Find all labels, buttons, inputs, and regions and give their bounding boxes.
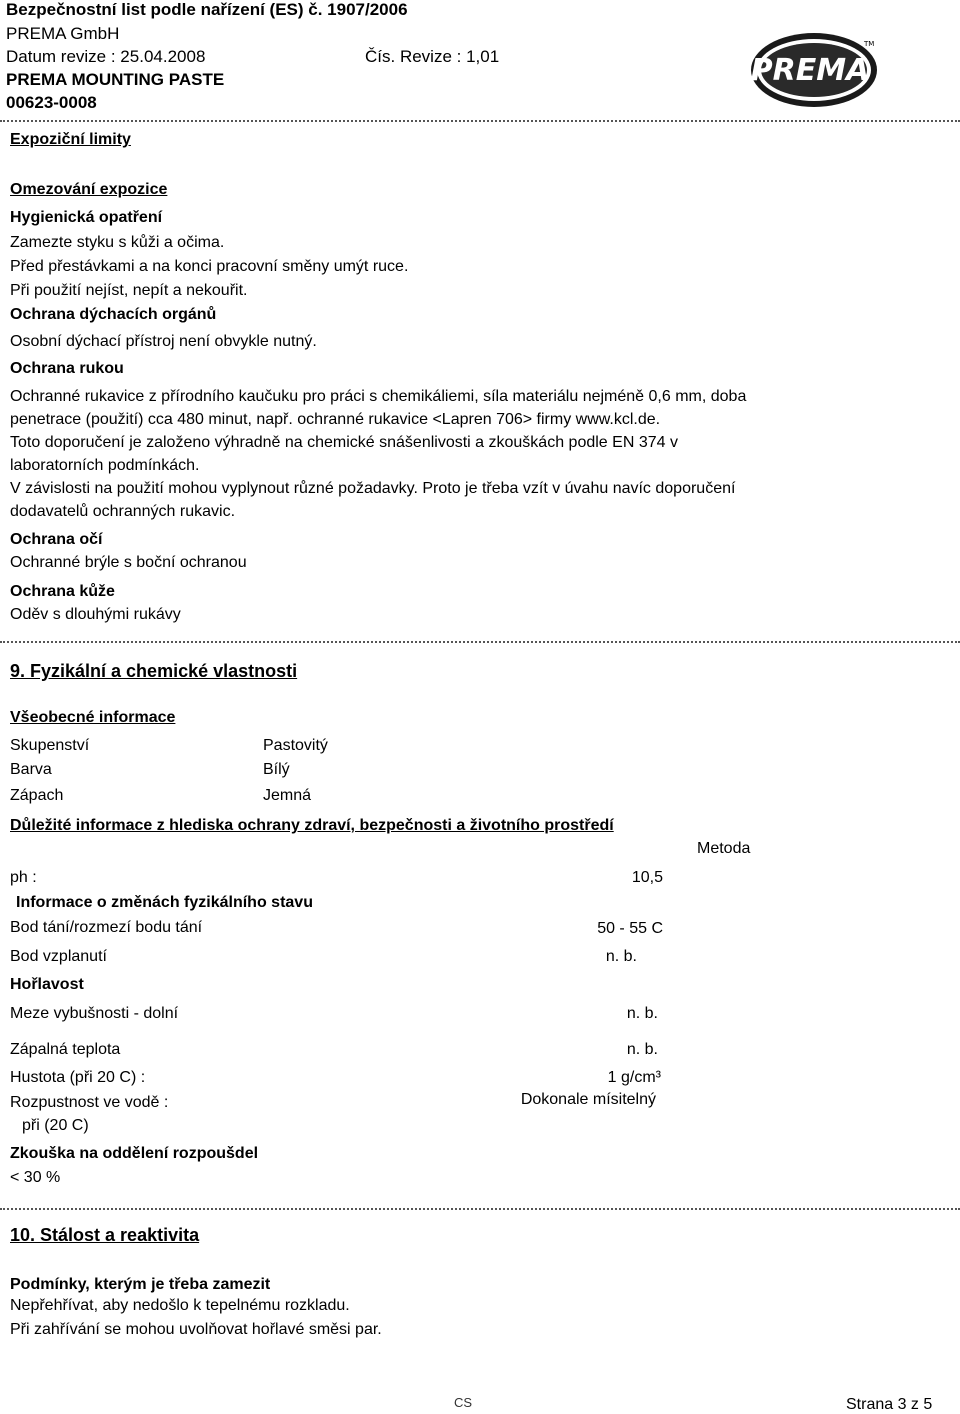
ignition-temp-value: n. b. xyxy=(626,1041,658,1058)
hands-heading: Ochrana rukou xyxy=(10,360,124,377)
important-info-heading: Důležité informace z hlediska ochrany zdraví, bezpečnosti a životního prostředí xyxy=(10,817,614,834)
hands-line: penetrace (použití) cca 480 minut, např. ochranné rukavice <Lapren 706> firmy www.kcl.de. xyxy=(10,411,661,428)
product-name: PREMA MOUNTING PASTE xyxy=(6,70,225,89)
product-code: 00623-0008 xyxy=(6,93,97,112)
property-label: Zápach xyxy=(10,787,64,804)
section-divider xyxy=(0,1208,960,1210)
revision-date: Datum revize : 25.04.2008 xyxy=(6,47,206,66)
hands-line: V závislosti na použití mohou vyplynout různé požadavky. Proto je třeba vzít v úvahu navíc doporučení xyxy=(10,480,736,497)
ph-value: 10,5 xyxy=(631,869,663,886)
melting-point-label: Bod tání/rozmezí bodu tání xyxy=(10,919,203,936)
logo-tm: TM xyxy=(864,40,875,48)
section10-title: 10. Stálost a reaktivita xyxy=(10,1225,200,1245)
ignition-temp-label: Zápalná teplota xyxy=(10,1041,121,1058)
header-divider xyxy=(0,120,960,122)
method-column-header: Metoda xyxy=(697,840,751,857)
flash-point-value: n. b. xyxy=(605,948,637,965)
respiratory-heading: Ochrana dýchacích orgánů xyxy=(10,306,217,323)
eyes-heading: Ochrana očí xyxy=(10,531,103,548)
section-divider xyxy=(0,641,960,643)
property-label: Barva xyxy=(10,761,52,778)
eyes-text: Ochranné brýle s boční ochranou xyxy=(10,554,247,571)
ph-label: ph : xyxy=(10,869,37,886)
property-value: Jemná xyxy=(263,787,312,804)
property-value: Bílý xyxy=(263,761,290,778)
solubility-label: Rozpustnost ve vodě : xyxy=(10,1094,169,1111)
revision-number: Čís. Revize : 1,01 xyxy=(365,47,500,66)
company-name: PREMA GmbH xyxy=(6,24,120,43)
property-value: Pastovitý xyxy=(263,737,328,754)
exposure-limits-heading: Expoziční limity xyxy=(10,131,131,148)
hygiene-heading: Hygienická opatření xyxy=(10,209,163,226)
general-info-heading: Všeobecné informace xyxy=(10,709,176,726)
language-code: CS xyxy=(454,1395,473,1410)
property-label: Skupenství xyxy=(10,737,90,754)
lower-explosion-label: Meze vybušnosti - dolní xyxy=(10,1005,179,1022)
page-number: Strana 3 z 5 xyxy=(846,1396,933,1413)
solvent-separation-value: < 30 % xyxy=(10,1169,61,1186)
section9-title: 9. Fyzikální a chemické vlastnosti xyxy=(10,661,298,681)
avoid-condition-line: Nepřehřívat, aby nedošlo k tepelnému rozkladu. xyxy=(10,1297,350,1314)
skin-text: Oděv s dlouhými rukávy xyxy=(10,606,181,623)
solubility-value: Dokonale mísitelný xyxy=(520,1091,656,1108)
solubility-temperature: při (20 C) xyxy=(22,1117,89,1134)
solvent-separation-heading: Zkouška na oddělení rozpoušdel xyxy=(10,1145,259,1162)
lower-explosion-value: n. b. xyxy=(626,1005,658,1022)
avoid-conditions-heading: Podmínky, kterým je třeba zamezit xyxy=(10,1276,271,1293)
hygiene-line: Při použití nejíst, nepít a nekouřit. xyxy=(10,282,248,299)
density-label: Hustota (při 20 C) : xyxy=(10,1069,146,1086)
flammability-heading: Hořlavost xyxy=(10,976,84,993)
hands-line: Ochranné rukavice z přírodního kaučuku pro práci s chemikáliemi, síla materiálu nejméně 0,6 mm, doba xyxy=(10,388,747,405)
hands-line: dodavatelů ochranných rukavic. xyxy=(10,503,236,520)
flash-point-label: Bod vzplanutí xyxy=(10,948,107,965)
prema-logo xyxy=(748,30,880,110)
skin-heading: Ochrana kůže xyxy=(10,583,115,600)
state-change-heading: Informace o změnách fyzikálního stavu xyxy=(16,894,313,911)
respiratory-text: Osobní dýchací přístroj není obvykle nutný. xyxy=(10,333,317,350)
logo-text: PREMA xyxy=(750,53,870,88)
hygiene-line: Zamezte styku s kůži a očima. xyxy=(10,234,225,251)
hygiene-line: Před přestávkami a na konci pracovní směny umýt ruce. xyxy=(10,258,409,275)
document-title: Bezpečnostní list podle nařízení (ES) č. 1907/2006 xyxy=(6,0,408,19)
exposure-control-heading: Omezování expozice xyxy=(10,181,168,198)
hands-line: Toto doporučení je založeno výhradně na chemické snášenlivosti a zkouškách podle EN 374 v xyxy=(10,434,678,451)
avoid-condition-line: Při zahřívání se mohou uvolňovat hořlavé směsi par. xyxy=(10,1321,382,1338)
density-value: 1 g/cm³ xyxy=(607,1069,661,1086)
melting-point-value: 50 - 55 C xyxy=(597,920,663,937)
hands-line: laboratorních podmínkách. xyxy=(10,457,200,474)
